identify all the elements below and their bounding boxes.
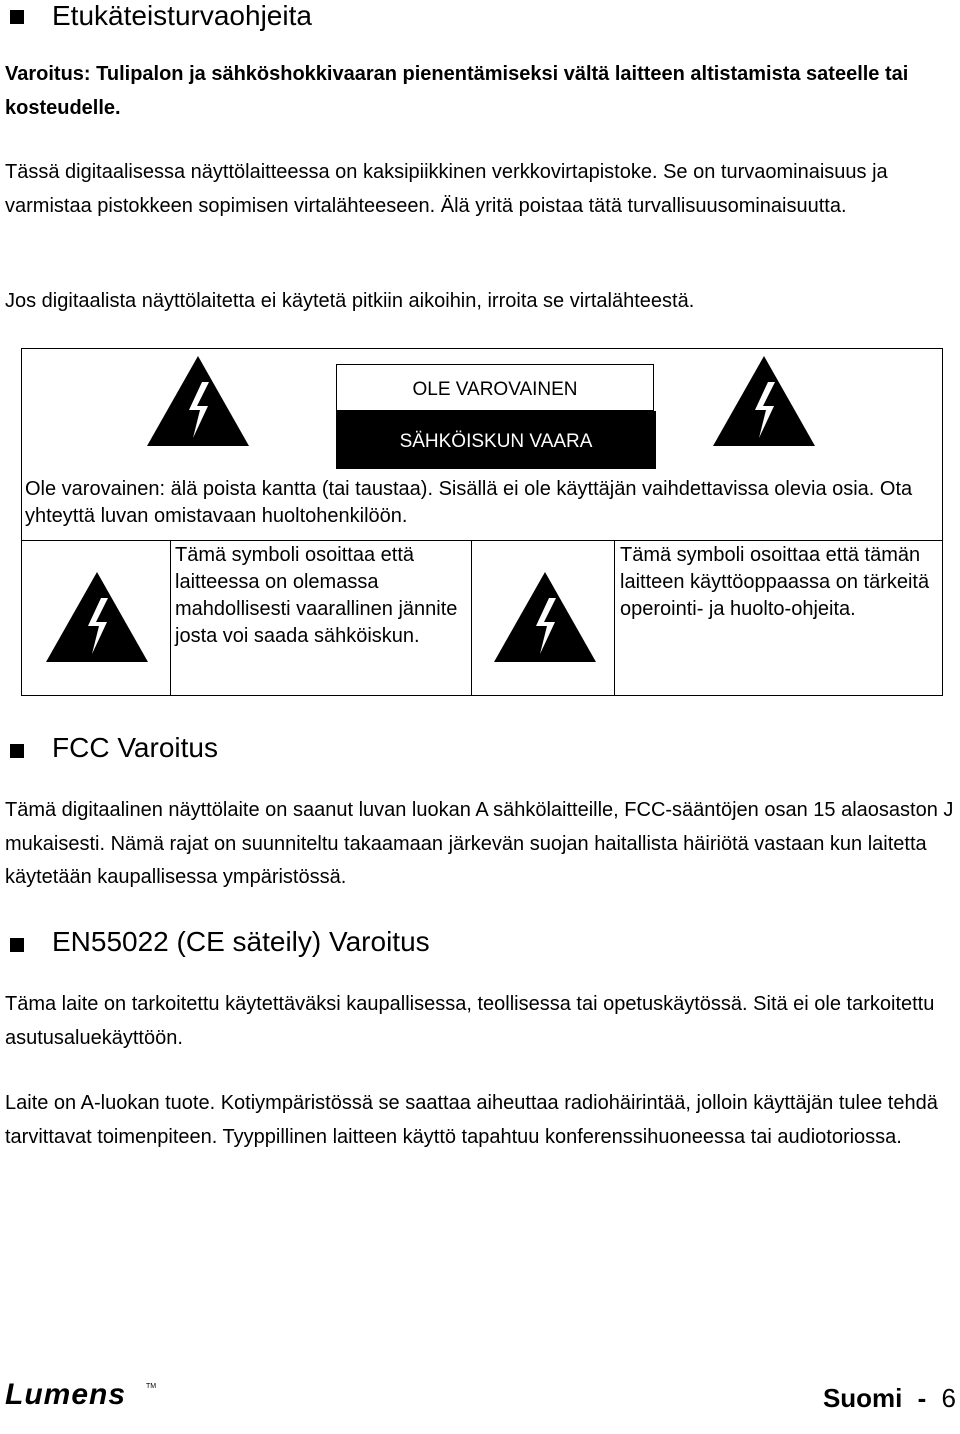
footer-language: Suomi xyxy=(822,1383,903,1413)
divider xyxy=(614,540,615,696)
lumens-logo: Lumens xyxy=(5,1378,127,1411)
section-title-safety: Etukäteisturvaohjeita xyxy=(52,0,312,31)
caution-text: Ole varovainen: älä poista kantta (tai taustaa). Sisällä ei ole käyttäjän vaihdettavissa olevia osia. Ota yhteyttä luvan omistavaan huoltohenkilöön. xyxy=(25,478,913,527)
unplug-paragraph: Jos digitaalista näyttölaitetta ei käytetä pitkiin aikoihin, irroita se virtalähteestä. xyxy=(5,290,695,312)
en55022-paragraph-1: Täma laite on tarkoitettu käytettäväksi kaupallisessa, teollisessa tai opetuskäytössä. Sitä ei ole tarkoitettu asutusaluekäyttöön. xyxy=(5,993,935,1049)
voltage-symbol-text: Tämä symboli osoittaa että laitteessa on olemassa mahdollisesti vaarallinen jännite josta voi saada sähköiskun. xyxy=(175,544,458,647)
trademark-mark: TM xyxy=(146,1383,157,1390)
footer-separator: - xyxy=(917,1383,927,1413)
plug-paragraph: Tässä digitaalisessa näyttölaitteessa on kaksipiikkinen verkkovirtapistoke. Se on turvaominaisuus ja varmistaa pistokkeen sopimisen virtalähteeseen. Älä yritä poistaa tätä turvallisuusominaisuutta. xyxy=(5,161,888,217)
lightning-warning-triangle-icon xyxy=(145,354,251,448)
lightning-warning-triangle-icon xyxy=(711,354,817,448)
caution-label: OLE VAROVAINEN xyxy=(336,364,654,411)
lightning-warning-triangle-icon xyxy=(492,570,598,664)
square-bullet-icon xyxy=(10,938,24,952)
square-bullet-icon xyxy=(10,744,24,758)
section-title-en55022: EN55022 (CE säteily) Varoitus xyxy=(52,926,430,957)
fcc-paragraph: Tämä digitaalinen näyttölaite on saanut luvan luokan A sähkölaitteille, FCC-sääntöjen osan 15 alaosaston J mukaisesti. Nämä rajat on suunniteltu takaamaan järkevän suojan haitallista häiriötä vastaan kun laitetta käytetään kaupallisessa ympäristössä. xyxy=(5,799,954,888)
warning-paragraph: Varoitus: Tulipalon ja sähköshokkivaaran pienentämiseksi vältä laitteen altistamista sateelle tai kosteudelle. xyxy=(5,63,909,119)
section-title-fcc: FCC Varoitus xyxy=(52,732,218,763)
page-footer xyxy=(823,1383,956,1414)
divider xyxy=(21,540,943,541)
manual-symbol-text: Tämä symboli osoittaa että tämän laitteen käyttöoppaassa on tärkeitä operointi- ja huolto-ohjeita. xyxy=(620,544,930,620)
en55022-paragraph-2: Laite on A-luokan tuote. Kotiympäristössä se saattaa aiheuttaa radiohäirintää, jolloin käyttäjän tulee tehdä tarvittavat toimenpiteen. Tyyppillinen laitteen käyttö tapahtuu konferenssihuoneessa tai audiotoriossa. xyxy=(5,1092,938,1148)
shock-hazard-label: SÄHKÖISKUN VAARA xyxy=(336,411,656,469)
square-bullet-icon xyxy=(10,10,24,24)
page-number: 6 xyxy=(941,1383,956,1413)
divider xyxy=(471,540,472,696)
divider xyxy=(170,540,171,696)
lightning-warning-triangle-icon xyxy=(44,570,150,664)
